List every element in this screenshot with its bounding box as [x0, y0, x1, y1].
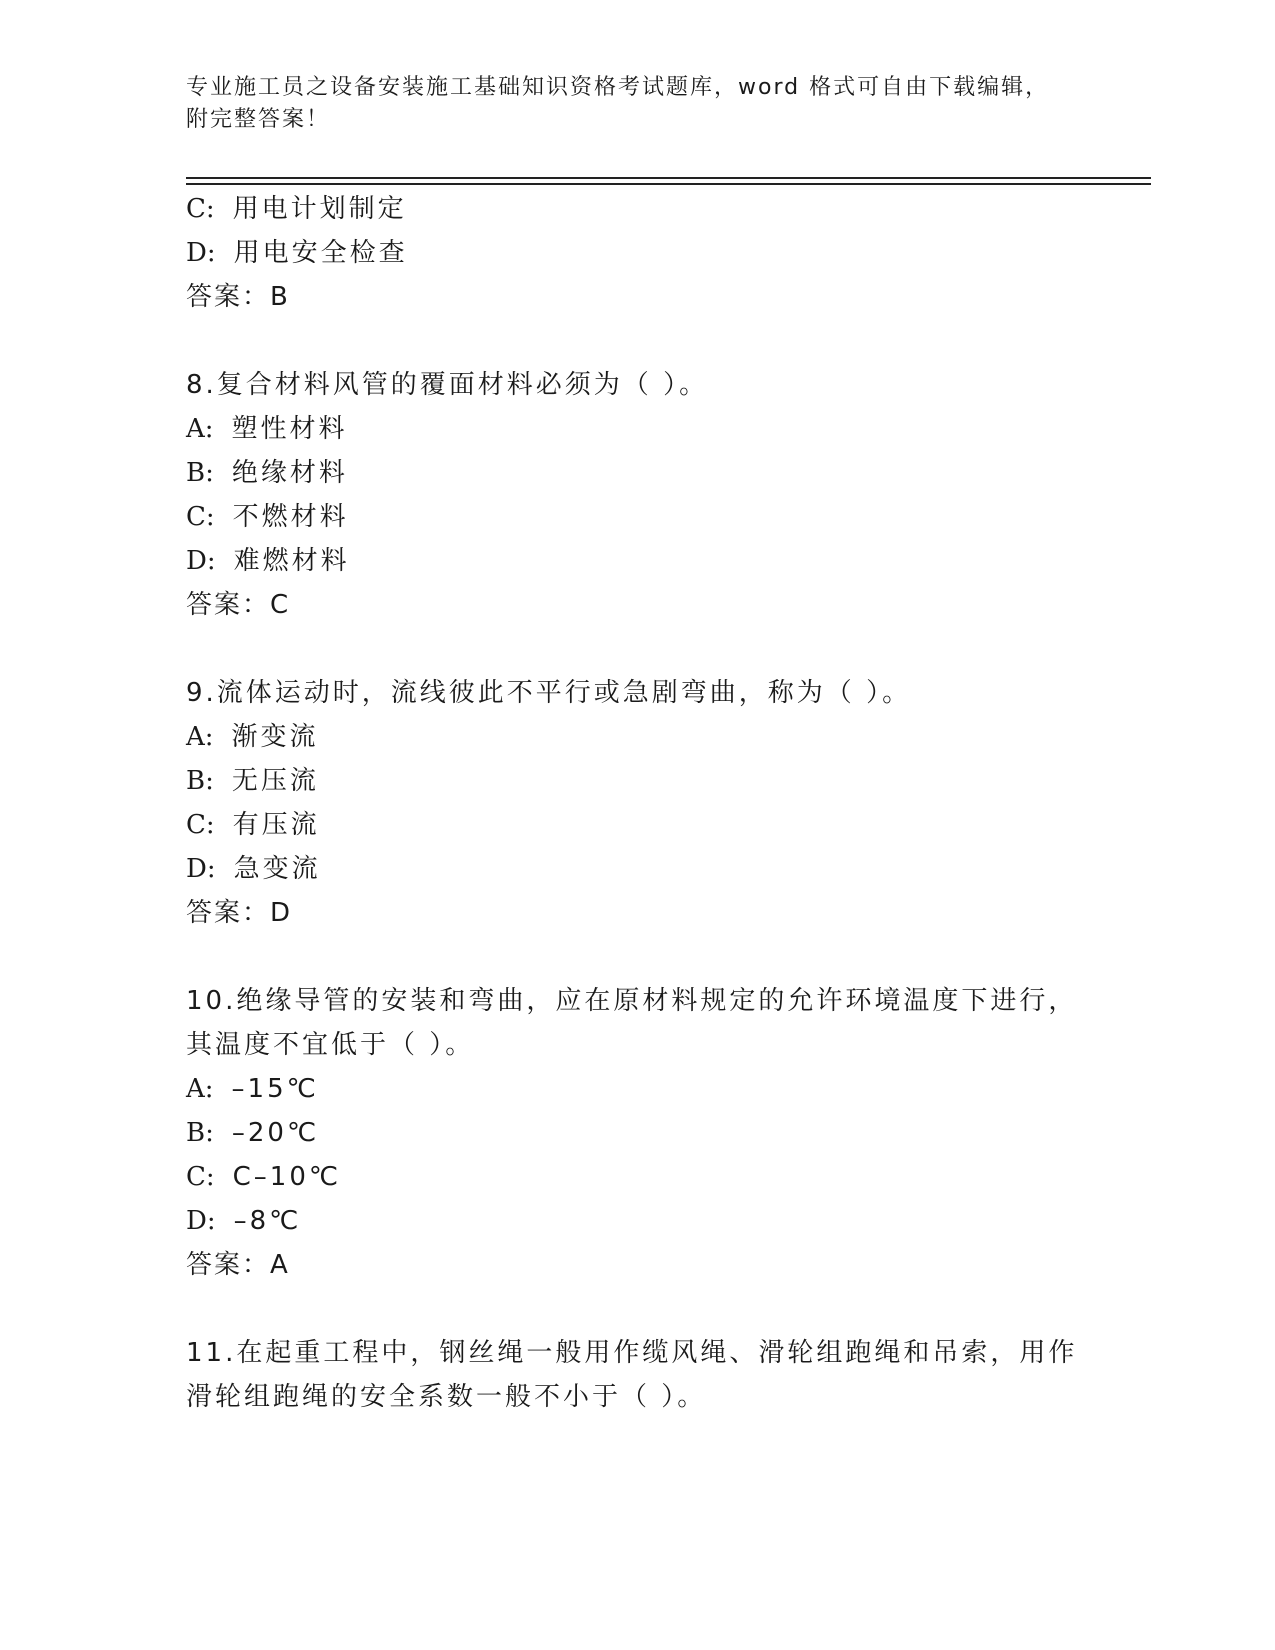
option-label: A: [186, 722, 214, 752]
option-c [186, 500, 349, 534]
option-b [186, 1116, 319, 1150]
option-text: 用电计划制定 [232, 194, 407, 224]
option-text: –20℃ [231, 1118, 320, 1148]
option-a [186, 720, 319, 754]
option-text: 渐变流 [231, 722, 319, 752]
option-text: –15℃ [231, 1074, 319, 1104]
option-text: 用电安全检查 [233, 238, 408, 268]
answer-line: 答案：A [186, 1250, 290, 1280]
option-d [186, 236, 408, 270]
option-label: B: [186, 1118, 214, 1148]
question-8: 8.复合材料风管的覆面材料必须为（ ）。 [186, 370, 709, 400]
header-divider-top [186, 177, 1151, 179]
question-11-line-2: 滑轮组跑绳的安全系数一般不小于（ ）。 [186, 1382, 707, 1412]
question-10-line-1: 10.绝缘导管的安装和弯曲，应在原材料规定的允许环境温度下进行， [186, 986, 1078, 1016]
option-b [186, 764, 319, 798]
header-divider-bottom [186, 183, 1151, 185]
answer-line: 答案：D [186, 898, 293, 928]
option-d [186, 544, 350, 578]
option-text: 有压流 [232, 810, 320, 840]
option-a [186, 412, 348, 446]
option-text: –8℃ [233, 1206, 302, 1236]
option-c [186, 1160, 341, 1194]
option-text: 不燃材料 [232, 502, 349, 532]
header-line-1: 专业施工员之设备安装施工基础知识资格考试题库，word 格式可自由下载编辑， [186, 75, 1050, 100]
header-line-2: 附完整答案！ [186, 107, 331, 132]
option-label: C: [186, 1162, 215, 1192]
option-label: C: [186, 194, 215, 224]
answer-line: 答案：C [186, 590, 291, 620]
answer-line: 答案：B [186, 282, 290, 312]
option-b [186, 456, 348, 490]
option-label: A: [186, 414, 214, 444]
option-text: 无压流 [231, 766, 319, 796]
option-c [186, 192, 407, 226]
option-label: D: [186, 546, 216, 576]
option-a [186, 1072, 319, 1106]
document-header [186, 72, 1086, 136]
option-c [186, 808, 320, 842]
option-label: D: [186, 1206, 216, 1236]
option-text: C–10℃ [232, 1162, 342, 1192]
option-text: 塑性材料 [231, 414, 348, 444]
option-text: 难燃材料 [233, 546, 350, 576]
option-label: C: [186, 810, 215, 840]
question-11-line-1: 11.在起重工程中，钢丝绳一般用作缆风绳、滑轮组跑绳和吊索，用作 [186, 1338, 1078, 1368]
option-d [186, 852, 321, 886]
option-text: 绝缘材料 [231, 458, 348, 488]
option-label: B: [186, 458, 214, 488]
option-label: D: [186, 238, 216, 268]
question-9: 9.流体运动时，流线彼此不平行或急剧弯曲，称为（ ）。 [186, 678, 912, 708]
option-d [186, 1204, 301, 1238]
option-text: 急变流 [233, 854, 321, 884]
option-label: D: [186, 854, 216, 884]
option-label: C: [186, 502, 215, 532]
option-label: A: [186, 1074, 214, 1104]
option-label: B: [186, 766, 214, 796]
question-10-line-2: 其温度不宜低于（ ）。 [186, 1030, 475, 1060]
